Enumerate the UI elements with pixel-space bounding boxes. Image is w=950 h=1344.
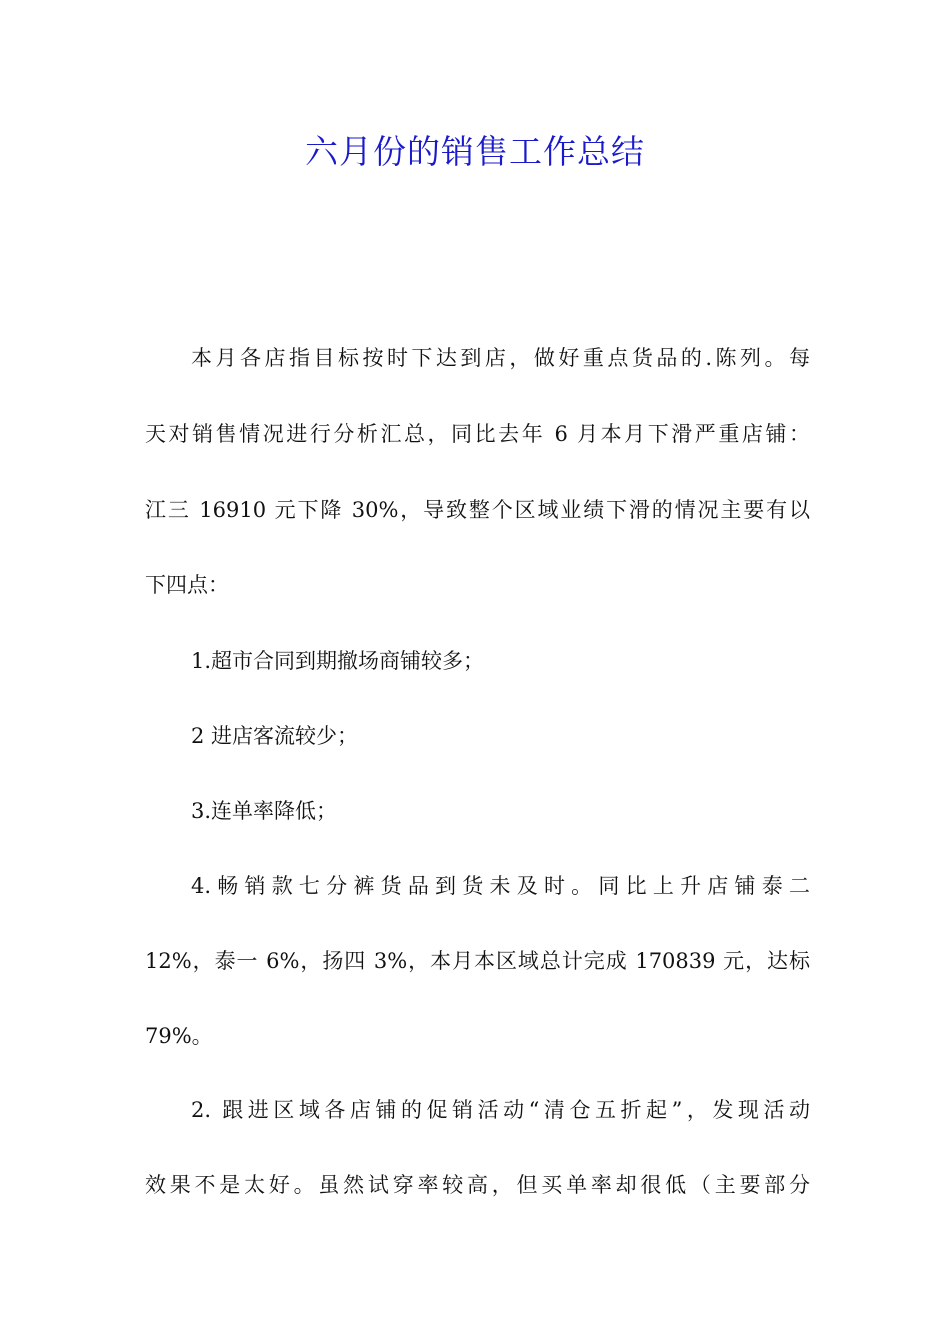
- paragraph-line: 本月各店指目标按时下达到店，做好重点货品的.陈列。每: [191, 346, 810, 370]
- paragraph-line: 效果不是太好。虽然试穿率较高，但买单率却很低（主要部分: [145, 1173, 810, 1197]
- list-item: 2 进店客流较少；: [191, 724, 359, 748]
- paragraph-line: 下四点：: [145, 573, 229, 597]
- list-item: 3.连单率降低；: [191, 799, 338, 823]
- paragraph-line: 江三 16910 元下降 30%，导致整个区域业绩下滑的情况主要有以: [145, 498, 810, 522]
- list-item: 2. 跟进区域各店铺的促销活动“清仓五折起”，发现活动: [191, 1098, 810, 1122]
- document-title: 六月份的销售工作总结: [305, 132, 645, 171]
- paragraph-line: 79%。: [145, 1024, 213, 1048]
- list-item: 4.畅销款七分裤货品到货未及时。同比上升店铺泰二: [191, 874, 810, 898]
- paragraph-line: 12%，泰一 6%，扬四 3%，本月本区域总计完成 170839 元，达标: [145, 949, 810, 973]
- paragraph-line: 天对销售情况进行分析汇总，同比去年 6 月本月下滑严重店铺：: [145, 422, 810, 446]
- list-item: 1.超市合同到期撤场商铺较多；: [191, 649, 485, 673]
